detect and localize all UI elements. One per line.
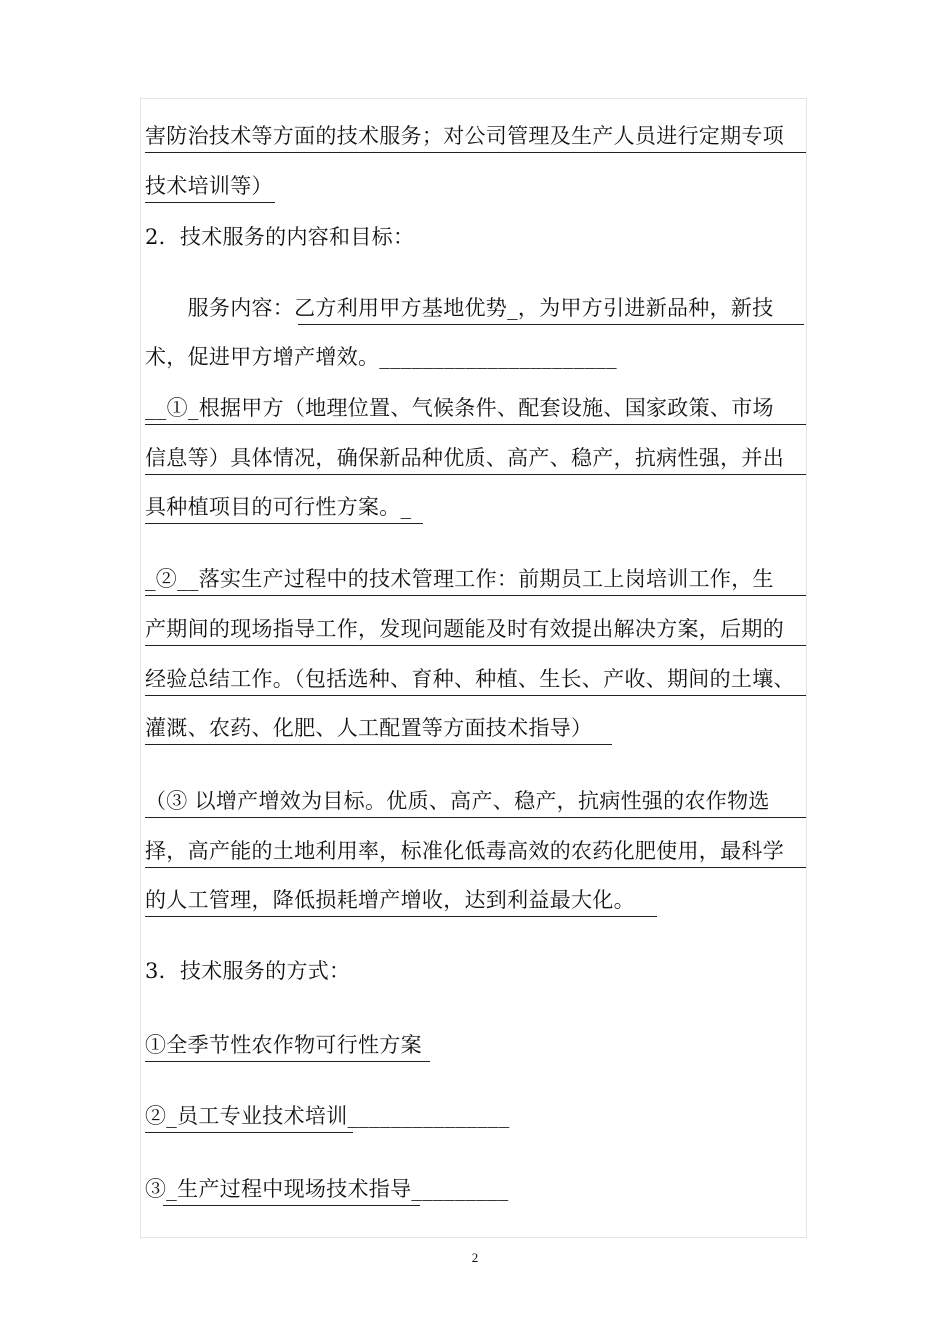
- text-line: 产期间的现场指导工作，发现问题能及时有效提出解决方案，后期的: [145, 617, 784, 641]
- section-heading: 2．技术服务的内容和目标：: [145, 225, 415, 249]
- text-line: 择，高产能的土地利用率，标准化低毒高效的农药化肥使用，最科学: [145, 839, 784, 863]
- underline: [145, 817, 806, 818]
- text-line: ①全季节性农作物可行性方案: [145, 1033, 422, 1057]
- underline: [145, 202, 275, 203]
- underline: [145, 867, 806, 868]
- text-line: （③ 以增产增效为目标。优质、高产、稳产，抗病性强的农作物选: [145, 789, 770, 813]
- text-line: ③_生产过程中现场技术指导_________: [145, 1177, 509, 1201]
- page-number: 2: [471, 1250, 479, 1265]
- underline: [145, 1132, 353, 1133]
- underline: [145, 424, 806, 425]
- text-line: 服务内容：乙方利用甲方基地优势_，为甲方引进新品种，新技: [145, 296, 774, 320]
- underline: [145, 645, 806, 646]
- underline: [298, 324, 804, 325]
- text-line: 信息等）具体情况，确保新品种优质、高产、稳产，抗病性强，并出: [145, 446, 784, 470]
- section-heading: 3．技术服务的方式：: [145, 959, 351, 983]
- text-line: 灌溉、农药、化肥、人工配置等方面技术指导）: [145, 716, 593, 740]
- underline: [145, 916, 657, 917]
- text-line: 的人工管理，降低损耗增产增收，达到利益最大化。: [145, 888, 635, 912]
- underline: [163, 1205, 420, 1206]
- underline: [145, 152, 806, 153]
- underline: [145, 744, 612, 745]
- underline: [145, 523, 423, 524]
- text-line: 术，促进甲方增产增效。______________________: [145, 345, 617, 369]
- underline: [145, 695, 806, 696]
- underline: [145, 595, 806, 596]
- text-line: ②_员工专业技术培训_______________: [145, 1104, 510, 1128]
- text-line: 经验总结工作。（包括选种、育种、种植、生长、产收、期间的土壤、: [145, 667, 795, 691]
- text-line: 技术培训等）: [145, 174, 273, 198]
- text-line: 具种植项目的可行性方案。_: [145, 495, 412, 519]
- text-line: _②__落实生产过程中的技术管理工作：前期员工上岗培训工作，生: [145, 567, 774, 591]
- underline: [145, 1061, 430, 1062]
- text-line: 害防治技术等方面的技术服务；对公司管理及生产人员进行定期专项: [145, 124, 784, 148]
- text-line: __①_根据甲方（地理位置、气候条件、配套设施、国家政策、市场: [145, 396, 774, 420]
- underline: [145, 474, 806, 475]
